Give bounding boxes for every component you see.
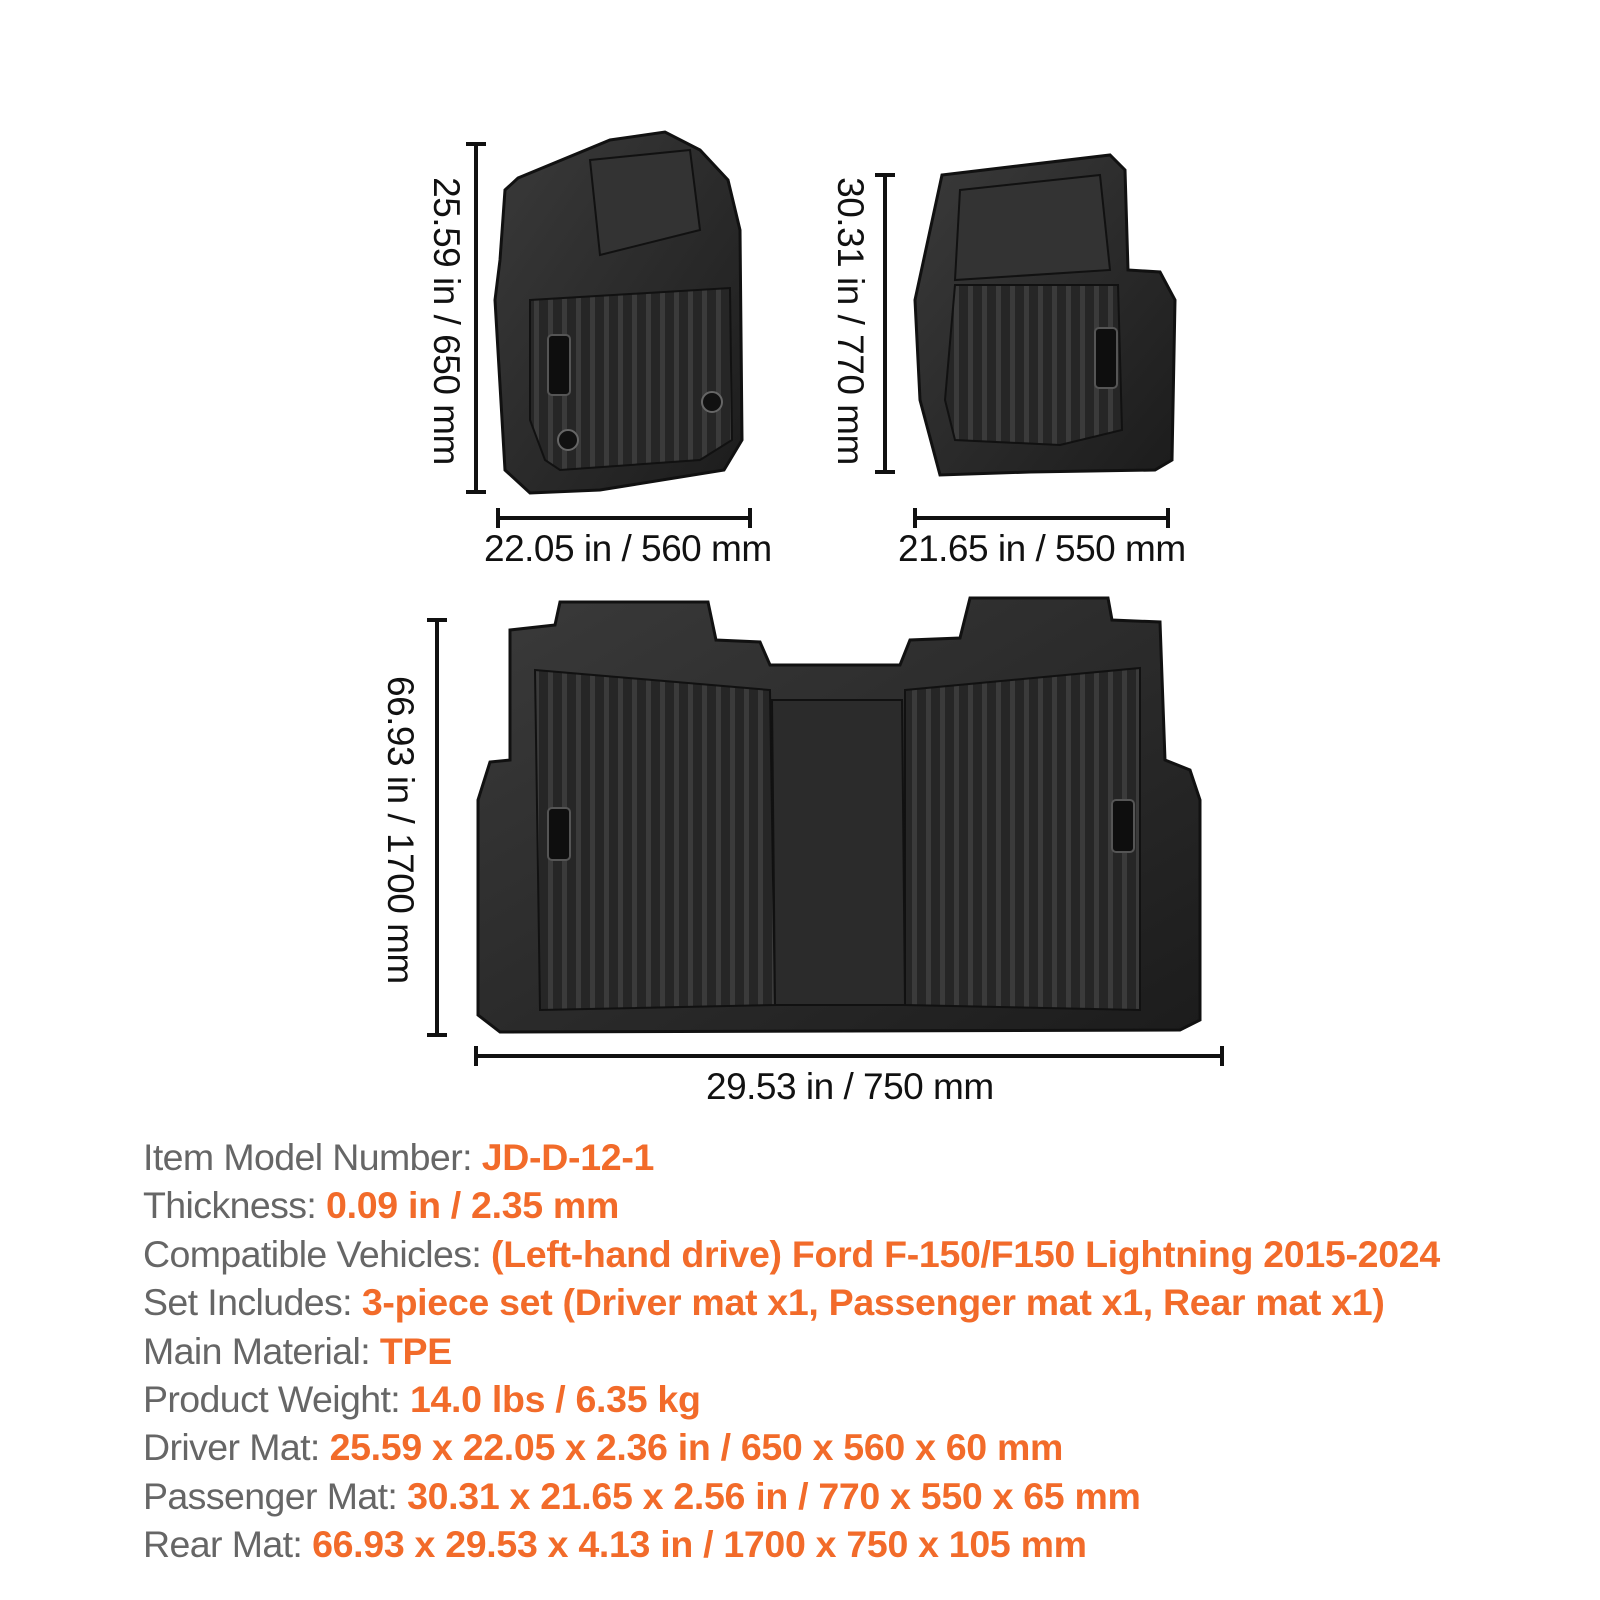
specifications-list xyxy=(143,1133,1583,1569)
spec-row xyxy=(143,1520,1583,1568)
spec-value: 66.93 x 29.53 x 4.13 in / 1700 x 750 x 105 mm xyxy=(312,1523,1087,1566)
spec-label: Passenger Mat: xyxy=(143,1474,408,1517)
spec-row xyxy=(143,1230,1583,1278)
spec-value: 25.59 x 22.05 x 2.36 in / 650 x 560 x 60 mm xyxy=(329,1426,1064,1469)
spec-label: Item Model Number: xyxy=(143,1136,482,1178)
spec-label: Thickness: xyxy=(143,1184,327,1227)
rear-width-label: 29.53 in / 750 mm xyxy=(706,1066,994,1107)
spec-row xyxy=(143,1375,1583,1423)
spec-row xyxy=(143,1423,1583,1471)
spec-label: Set Includes: xyxy=(143,1281,362,1324)
spec-value: TPE xyxy=(379,1329,452,1372)
passenger-mat xyxy=(915,155,1175,475)
spec-value: 0.09 in / 2.35 mm xyxy=(326,1184,620,1227)
spec-value: JD-D-12-1 xyxy=(481,1136,655,1178)
spec-row xyxy=(143,1181,1583,1229)
spec-row xyxy=(143,1133,1583,1181)
passenger-width-label: 21.65 in / 550 mm xyxy=(898,528,1186,569)
spec-value: (Left-hand drive) Ford F-150/F150 Lightning 2015-2024 xyxy=(491,1232,1440,1275)
spec-label: Driver Mat: xyxy=(143,1426,330,1469)
rear-height-label: 66.93 in / 1700 mm xyxy=(380,676,421,984)
driver-mat xyxy=(495,132,742,493)
spec-value: 30.31 x 21.65 x 2.56 in / 770 x 550 x 65 mm xyxy=(407,1474,1141,1517)
rear-mat xyxy=(478,598,1200,1032)
spec-row xyxy=(143,1327,1583,1375)
spec-value: 14.0 lbs / 6.35 kg xyxy=(409,1377,701,1420)
spec-label: Product Weight: xyxy=(143,1377,410,1420)
driver-height-label: 25.59 in / 650 mm xyxy=(426,177,467,465)
passenger-height-label: 30.31 in / 770 mm xyxy=(830,177,871,465)
spec-label: Rear Mat: xyxy=(143,1523,313,1566)
spec-label: Main Material: xyxy=(143,1329,380,1372)
spec-label: Compatible Vehicles: xyxy=(143,1232,492,1275)
spec-row xyxy=(143,1278,1583,1326)
spec-row xyxy=(143,1472,1583,1520)
spec-value: 3-piece set (Driver mat x1, Passenger mat x1, Rear mat x1) xyxy=(361,1281,1385,1324)
driver-width-label: 22.05 in / 560 mm xyxy=(484,528,772,569)
